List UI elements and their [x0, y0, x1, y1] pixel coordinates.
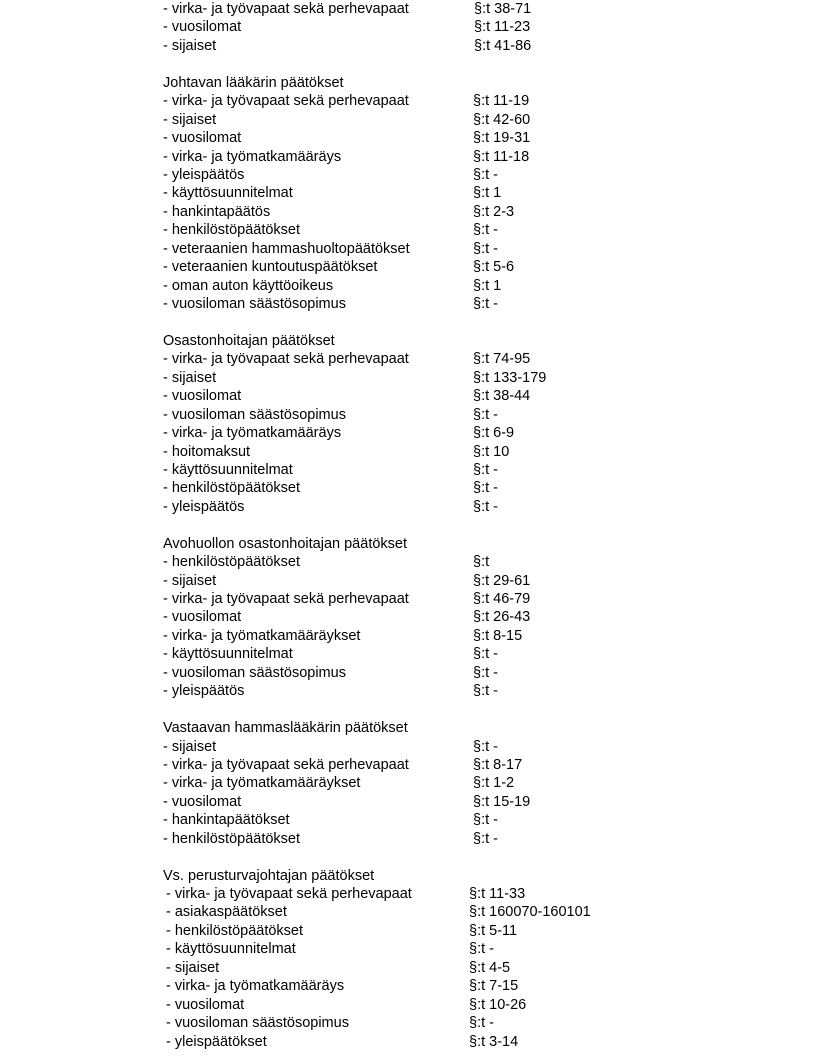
item-section-range: §:t 11-19 [473, 93, 530, 110]
list-item [163, 129, 763, 147]
list-item [163, 590, 763, 608]
list-item [163, 184, 763, 202]
section-avohuolto [163, 516, 763, 700]
item-section-range: §:t - [473, 498, 498, 515]
list-item [163, 461, 763, 479]
item-label: - vuosilomat [163, 388, 242, 405]
section-title: Vs. perusturvajohtajan päätökset [163, 867, 375, 884]
item-section-range: §:t - [473, 812, 498, 829]
item-label: - henkilöstöpäätökset [163, 222, 301, 239]
item-label: - virka- ja työvapaat sekä perhevapaat [166, 886, 412, 902]
item-section-range: §:t 15-19 [473, 793, 531, 810]
list-item [163, 756, 763, 774]
item-label: - käyttösuunnitelmat [163, 185, 293, 202]
item-label: - veteraanien hammashuoltopäätökset [163, 240, 410, 257]
list-item [163, 221, 763, 239]
list-item [163, 203, 763, 221]
list-item [163, 996, 763, 1014]
item-label: - henkilöstöpäätökset [163, 480, 301, 497]
section-title: Vastaavan hammaslääkärin päätökset [163, 720, 408, 737]
list-item [163, 811, 763, 829]
item-label: - vuosilomat [163, 19, 242, 36]
list-item [163, 682, 763, 700]
list-item [163, 645, 763, 663]
item-section-range: §:t - [473, 683, 498, 700]
list-item [163, 369, 763, 387]
item-section-range: §:t 29-61 [473, 572, 531, 589]
item-label: - virka- ja työmatkamääräykset [163, 775, 361, 792]
item-section-range: §:t 160070-160101 [469, 904, 591, 921]
section-johtava-laakari [163, 55, 763, 313]
item-section-range: §:t 1-2 [473, 775, 515, 792]
item-label: - hankintapäätökset [163, 812, 290, 829]
item-label: - käyttösuunnitelmat [163, 461, 293, 478]
list-item [163, 830, 763, 848]
blank-line [163, 848, 763, 866]
item-section-range: §:t - [469, 941, 494, 958]
item-section-range: §:t - [473, 406, 498, 423]
item-section-range: §:t - [473, 166, 498, 183]
list-item [163, 664, 763, 682]
blank-line [163, 55, 763, 73]
item-section-range: §:t - [473, 830, 498, 847]
list-item [163, 738, 763, 756]
item-label: - vuosilomat [163, 130, 242, 147]
section-title: Osastonhoitajan päätökset [163, 332, 335, 349]
item-label: - virka- ja työmatkamääräys [163, 425, 342, 442]
list-item [163, 148, 763, 166]
item-section-range: §:t 10 [473, 443, 510, 460]
item-label: - vuosiloman säästösopimus [163, 664, 346, 681]
item-section-range: §:t 8-17 [473, 756, 523, 773]
list-item [163, 92, 763, 110]
item-section-range: §:t - [473, 296, 498, 312]
item-label: - asiakaspäätökset [166, 904, 287, 921]
list-item [163, 553, 763, 571]
decision-list-document [163, 0, 763, 1051]
list-item [163, 406, 763, 424]
list-item [163, 627, 763, 645]
section-title: Avohuollon osastonhoitajan päätökset [163, 535, 408, 552]
item-section-range: §:t - [473, 738, 498, 755]
item-section-range: §:t 1 [473, 185, 502, 202]
list-item [163, 387, 763, 405]
item-label: - virka- ja työvapaat sekä perhevapaat [163, 351, 409, 368]
section-title: Johtavan lääkärin päätökset [163, 74, 344, 91]
item-label: - henkilöstöpäätökset [163, 554, 301, 571]
item-label: - virka- ja työmatkamääräys [163, 148, 342, 165]
item-section-range: §:t 42-60 [473, 111, 531, 128]
item-section-range: §:t 7-15 [469, 978, 519, 995]
item-section-range: §:t 133-179 [473, 369, 547, 386]
list-item [163, 498, 763, 516]
item-label: - vuosilomat [163, 793, 242, 810]
item-section-range: §:t - [473, 664, 498, 681]
item-label: - vuosilomat [166, 996, 245, 1013]
item-section-range: §:t 11-18 [473, 148, 530, 165]
list-item [163, 258, 763, 276]
section-vs [163, 848, 763, 1051]
item-section-range: §:t 74-95 [473, 351, 531, 368]
item-section-range: §:t 3-14 [469, 1033, 519, 1050]
item-section-range: §:t 5-11 [469, 922, 518, 939]
item-section-range: §:t 46-79 [473, 591, 531, 607]
item-label: - käyttösuunnitelmat [166, 941, 296, 958]
section-hammaslaakari [163, 701, 763, 849]
list-item [163, 277, 763, 295]
blank-line [163, 516, 763, 534]
item-section-range: §:t 2-3 [473, 203, 515, 220]
list-item [163, 903, 763, 921]
item-label: - sijaiset [163, 572, 217, 589]
item-section-range: §:t 4-5 [469, 959, 511, 976]
item-label: - vuosiloman säästösopimus [163, 406, 346, 423]
item-section-range: §:t 26-43 [473, 609, 531, 626]
item-label: - hoitomaksut [163, 443, 251, 460]
section-heading [163, 867, 763, 885]
item-label: - yleispäätös [163, 166, 245, 183]
item-label: - virka- ja työmatkamääräys [166, 978, 345, 995]
section-osastonhoitaja [163, 313, 763, 516]
item-section-range: §:t - [473, 222, 498, 239]
list-item [163, 1033, 763, 1051]
item-section-range: §:t 38-71 [474, 1, 532, 17]
list-item [163, 240, 763, 258]
item-section-range: §:t 41-86 [474, 37, 532, 54]
list-item [163, 295, 763, 313]
list-item [163, 350, 763, 368]
list-item [163, 1014, 763, 1032]
section-heading [163, 74, 763, 92]
item-section-range: §:t 19-31 [473, 130, 531, 147]
item-label: - yleispäätökset [166, 1033, 267, 1050]
list-item [163, 572, 763, 590]
item-label: - virka- ja työvapaat sekä perhevapaat [163, 756, 409, 773]
item-label: - sijaiset [163, 37, 217, 54]
item-label: - vuosiloman säästösopimus [163, 296, 346, 312]
item-label: - veteraanien kuntoutuspäätökset [163, 259, 378, 276]
item-label: - virka- ja työvapaat sekä perhevapaat [163, 1, 409, 17]
list-item [163, 111, 763, 129]
item-label: - hankintapäätös [163, 203, 271, 220]
item-label: - henkilöstöpäätökset [163, 830, 301, 847]
list-item [163, 977, 763, 995]
item-section-range: §:t 6-9 [473, 425, 515, 442]
item-section-range: §:t 10-26 [469, 996, 527, 1013]
item-section-range: §:t - [473, 240, 498, 257]
item-label: - sijaiset [163, 369, 217, 386]
item-label: - vuosiloman säästösopimus [166, 1015, 349, 1032]
section-heading [163, 332, 763, 350]
list-item [163, 608, 763, 626]
item-label: - yleispäätös [163, 498, 245, 515]
item-section-range: §:t 38-44 [473, 388, 531, 405]
item-section-range: §:t 11-33 [469, 886, 526, 902]
item-section-range: §:t 8-15 [473, 627, 523, 644]
list-item [163, 0, 763, 18]
item-label: - oman auton käyttöoikeus [163, 277, 334, 294]
list-item [163, 18, 763, 36]
item-section-range: §:t 5-6 [473, 259, 515, 276]
list-item [163, 885, 763, 903]
item-label: - virka- ja työvapaat sekä perhevapaat [163, 93, 409, 110]
item-section-range: §:t [473, 554, 490, 571]
item-label: - vuosilomat [163, 609, 242, 626]
section-heading [163, 719, 763, 737]
blank-line [163, 701, 763, 719]
list-item [163, 922, 763, 940]
section-heading [163, 535, 763, 553]
item-section-range: §:t 1 [473, 277, 502, 294]
item-label: - virka- ja työmatkamääräykset [163, 627, 361, 644]
list-item [163, 959, 763, 977]
item-label: - sijaiset [163, 111, 217, 128]
list-item [163, 793, 763, 811]
blank-line [163, 313, 763, 331]
item-section-range: §:t 11-23 [474, 19, 531, 36]
item-label: - virka- ja työvapaat sekä perhevapaat [163, 591, 409, 607]
item-label: - sijaiset [163, 738, 217, 755]
list-item [163, 37, 763, 55]
item-label: - sijaiset [166, 959, 220, 976]
item-label: - yleispäätös [163, 683, 245, 700]
list-item [163, 940, 763, 958]
item-section-range: §:t - [473, 461, 498, 478]
item-section-range: §:t - [473, 480, 498, 497]
section-top [163, 0, 763, 55]
item-section-range: §:t - [473, 646, 498, 663]
list-item [163, 424, 763, 442]
list-item [163, 166, 763, 184]
list-item [163, 479, 763, 497]
list-item [163, 443, 763, 461]
item-label: - käyttösuunnitelmat [163, 646, 293, 663]
list-item [163, 774, 763, 792]
item-section-range: §:t - [469, 1015, 494, 1032]
item-label: - henkilöstöpäätökset [166, 922, 304, 939]
